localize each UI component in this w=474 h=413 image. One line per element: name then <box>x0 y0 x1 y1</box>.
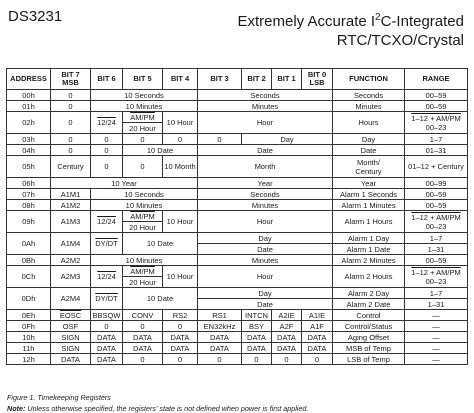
range-cell: 1–7 <box>405 288 468 299</box>
function-cell: Alarm 1 Date <box>333 244 405 255</box>
table-cell: Hour <box>198 112 333 134</box>
function-cell: Control/Status <box>333 321 405 332</box>
table-cell: 0 <box>272 354 302 365</box>
table-cell: DATA <box>91 343 123 354</box>
table-cell: RS1 <box>198 310 242 321</box>
footnote-label: Note: <box>7 404 26 413</box>
range-cell: 1–7 <box>405 134 468 145</box>
table-cell: INTCN <box>242 310 272 321</box>
table-cell: 10 Hour <box>163 266 198 288</box>
function-cell: Seconds <box>333 90 405 101</box>
table-cell: Month <box>198 156 333 178</box>
table-cell: Day <box>242 134 333 145</box>
table-cell: A2F <box>272 321 302 332</box>
table-cell: A1M4 <box>51 233 91 255</box>
table-cell: 0 <box>123 354 163 365</box>
table-cell: DATA <box>302 343 333 354</box>
table-cell: 0 <box>242 354 272 365</box>
table-cell: SIGN <box>51 332 91 343</box>
address-cell: 07h <box>7 189 51 200</box>
function-cell: MSB of Temp <box>333 343 405 354</box>
function-cell: Year <box>333 178 405 189</box>
table-cell: 12/24 <box>91 211 123 233</box>
table-cell: DATA <box>163 343 198 354</box>
table-cell: Hour <box>198 211 333 233</box>
table-cell: Year <box>198 178 333 189</box>
function-cell <box>333 156 405 178</box>
table-cell: Date <box>198 145 333 156</box>
table-cell: 0 <box>91 156 123 178</box>
table-cell: DATA <box>123 332 163 343</box>
column-header: BIT 2 <box>242 69 272 90</box>
table-cell: 0 <box>51 134 91 145</box>
table-row <box>7 134 468 145</box>
table-cell: SIGN <box>51 343 91 354</box>
table-cell: Day <box>198 288 333 299</box>
table-row <box>7 112 468 123</box>
address-cell: 0Bh <box>7 255 51 266</box>
table-cell: 10 Minutes <box>91 200 198 211</box>
function-cell: Alarm 1 Minutes <box>333 200 405 211</box>
table-cell: CONV <box>123 310 163 321</box>
address-cell: 12h <box>7 354 51 365</box>
range-line: 00–23 <box>425 221 447 231</box>
table-row <box>7 354 468 365</box>
function-line: Month/ <box>357 157 380 167</box>
table-cell: DATA <box>242 332 272 343</box>
function-line: Century <box>355 166 382 176</box>
address-cell: 03h <box>7 134 51 145</box>
range-line: 1–12 + AM/PM <box>411 113 461 123</box>
table-cell: A1M2 <box>51 200 91 211</box>
table-cell: A1M1 <box>51 189 91 200</box>
range-line: 1–12 + AM/PM <box>411 212 461 222</box>
column-header: BIT 5 <box>123 69 163 90</box>
address-cell: 00h <box>7 90 51 101</box>
table-cell: Hour <box>198 266 333 288</box>
address-cell: 05h <box>7 156 51 178</box>
function-cell: Minutes <box>333 101 405 112</box>
address-cell: 0Fh <box>7 321 51 332</box>
table-cell: A2M2 <box>51 255 91 266</box>
table-row <box>7 211 468 222</box>
column-header: BIT 4 <box>163 69 198 90</box>
column-header: BIT 6 <box>91 69 123 90</box>
range-cell <box>405 112 468 134</box>
table-cell: A2M3 <box>51 266 91 288</box>
part-number: DS3231 <box>8 8 63 25</box>
function-cell: Date <box>333 145 405 156</box>
address-cell: 01h <box>7 101 51 112</box>
table-cell: 0 <box>163 321 198 332</box>
table-cell: DATA <box>163 332 198 343</box>
range-line: 00–23 <box>425 122 447 132</box>
table-cell: AM/PM <box>123 266 163 277</box>
table-row <box>7 233 468 244</box>
table-cell: 10 Seconds <box>91 90 198 101</box>
range-cell: 00–99 <box>405 178 468 189</box>
title-line-1-post: C-Integrated <box>380 13 464 30</box>
function-cell: Alarm 2 Hours <box>333 266 405 288</box>
table-cell: 0 <box>123 156 163 178</box>
table-cell: OSF <box>51 321 91 332</box>
table-cell: EN32kHz <box>198 321 242 332</box>
function-cell: Alarm 1 Day <box>333 233 405 244</box>
table-cell: 0 <box>91 321 123 332</box>
column-header: BIT 3 <box>198 69 242 90</box>
table-cell: DATA <box>51 354 91 365</box>
table-cell: 10 Minutes <box>91 255 198 266</box>
table-cell: 10 Hour <box>163 211 198 233</box>
table-cell: Day <box>198 233 333 244</box>
column-header: RANGE <box>405 69 468 90</box>
table-row <box>7 288 468 299</box>
table-cell: DATA <box>123 343 163 354</box>
table-cell: 10 Date <box>123 288 198 310</box>
table-cell: DY/DT <box>91 288 123 310</box>
table-cell: 0 <box>91 145 123 156</box>
table-cell: DATA <box>242 343 272 354</box>
range-cell: — <box>405 332 468 343</box>
table-cell: 10 Month <box>163 156 198 178</box>
range-line: 00–23 <box>425 276 447 286</box>
range-cell: 00–59 <box>405 200 468 211</box>
address-cell: 06h <box>7 178 51 189</box>
document-title <box>237 8 464 50</box>
table-cell: 12/24 <box>91 112 123 134</box>
table-cell: 0 <box>198 354 242 365</box>
range-cell <box>405 266 468 288</box>
table-cell: 0 <box>51 90 91 101</box>
range-cell: 00–59 <box>405 101 468 112</box>
table-cell: Century <box>51 156 91 178</box>
table-row <box>7 156 468 178</box>
address-cell: 02h <box>7 112 51 134</box>
range-cell <box>405 211 468 233</box>
table-row <box>7 145 468 156</box>
table-header-row <box>7 69 468 90</box>
range-cell: 01–31 <box>405 145 468 156</box>
address-cell: 04h <box>7 145 51 156</box>
table-row <box>7 189 468 200</box>
table-cell: DATA <box>91 354 123 365</box>
table-cell: 10 Year <box>51 178 198 189</box>
table-row <box>7 101 468 112</box>
table-cell: 20 Hour <box>123 222 163 233</box>
table-cell: A2IE <box>272 310 302 321</box>
table-row <box>7 266 468 277</box>
table-cell: DATA <box>272 332 302 343</box>
address-cell: 0Ah <box>7 233 51 255</box>
table-cell: 10 Seconds <box>91 189 198 200</box>
table-cell: RS2 <box>163 310 198 321</box>
function-cell: Alarm 2 Date <box>333 299 405 310</box>
table-cell: DY/DT <box>91 233 123 255</box>
table-cell: Minutes <box>198 255 333 266</box>
column-header: ADDRESS <box>7 69 51 90</box>
table-row <box>7 310 468 321</box>
table-row <box>7 343 468 354</box>
table-row <box>7 200 468 211</box>
table-row <box>7 255 468 266</box>
range-cell: — <box>405 321 468 332</box>
table-cell: 0 <box>123 321 163 332</box>
timekeeping-registers-table <box>6 68 468 365</box>
table-cell: 20 Hour <box>123 123 163 134</box>
address-cell: 0Dh <box>7 288 51 310</box>
table-cell: 0 <box>51 145 91 156</box>
table-cell: DATA <box>91 332 123 343</box>
table-cell: DATA <box>302 332 333 343</box>
range-cell: 00–59 <box>405 90 468 101</box>
table-cell: 0 <box>123 134 163 145</box>
range-cell: — <box>405 354 468 365</box>
table-cell: 10 Hour <box>163 112 198 134</box>
column-header: BIT 1 <box>272 69 302 90</box>
function-cell: Alarm 1 Hours <box>333 211 405 233</box>
table-cell: Date <box>198 244 333 255</box>
table-cell: DATA <box>198 332 242 343</box>
footnote-text: Unless otherwise specified, the registers' state is not defined when power is first applied. <box>25 404 309 413</box>
address-cell: 08h <box>7 200 51 211</box>
table-cell: 0 <box>91 134 123 145</box>
address-cell: 11h <box>7 343 51 354</box>
table-cell: Minutes <box>198 200 333 211</box>
table-cell: AM/PM <box>123 112 163 123</box>
table-cell: AM/PM <box>123 211 163 222</box>
range-cell: — <box>405 343 468 354</box>
table-cell: Seconds <box>198 189 333 200</box>
column-header: BIT 7 MSB <box>51 69 91 90</box>
table-cell: 12/24 <box>91 266 123 288</box>
table-row <box>7 332 468 343</box>
table-cell: 0 <box>51 101 91 112</box>
table-row <box>7 90 468 101</box>
table-cell: 20 Hour <box>123 277 163 288</box>
range-cell: — <box>405 310 468 321</box>
range-cell: 01–12 + Century <box>405 156 468 178</box>
table-row <box>7 178 468 189</box>
figure-caption: Figure 1. Timekeeping Registers <box>7 393 111 402</box>
table-cell: Date <box>198 299 333 310</box>
table-cell: DATA <box>198 343 242 354</box>
table-cell: 0 <box>163 354 198 365</box>
function-cell: Alarm 1 Seconds <box>333 189 405 200</box>
function-cell: Hours <box>333 112 405 134</box>
title-line-2: RTC/TCXO/Crystal <box>336 32 464 49</box>
range-cell: 00–59 <box>405 189 468 200</box>
range-cell: 1–31 <box>405 244 468 255</box>
function-cell: LSB of Temp <box>333 354 405 365</box>
function-cell: Alarm 2 Day <box>333 288 405 299</box>
table-cell: EOSC <box>51 310 91 321</box>
table-row <box>7 321 468 332</box>
title-line-1-pre: Extremely Accurate I <box>237 13 376 30</box>
table-cell: 0 <box>51 112 91 134</box>
table-cell: 0 <box>163 134 198 145</box>
function-cell: Alarm 2 Minutes <box>333 255 405 266</box>
column-header: BIT 0 LSB <box>302 69 333 90</box>
table-cell: A2M4 <box>51 288 91 310</box>
table-cell: 10 Date <box>123 233 198 255</box>
table-cell: A1M3 <box>51 211 91 233</box>
table-cell: Seconds <box>198 90 333 101</box>
range-cell: 1–31 <box>405 299 468 310</box>
range-cell: 00–59 <box>405 255 468 266</box>
table-cell: 10 Date <box>123 145 198 156</box>
title-line-1-sup: 2 <box>375 12 381 23</box>
table-cell: A1F <box>302 321 333 332</box>
footnote <box>7 404 308 413</box>
title-line-1 <box>237 8 464 31</box>
table-cell: 0 <box>302 354 333 365</box>
range-cell: 1–7 <box>405 233 468 244</box>
table-cell: 10 Minutes <box>91 101 198 112</box>
table-cell: Minutes <box>198 101 333 112</box>
table-cell: BSY <box>242 321 272 332</box>
address-cell: 0Ch <box>7 266 51 288</box>
address-cell: 10h <box>7 332 51 343</box>
function-cell: Control <box>333 310 405 321</box>
column-header: FUNCTION <box>333 69 405 90</box>
table-cell: 0 <box>198 134 242 145</box>
address-cell: 09h <box>7 211 51 233</box>
function-cell: Aging Offset <box>333 332 405 343</box>
function-cell: Day <box>333 134 405 145</box>
range-line: 1–12 + AM/PM <box>411 267 461 277</box>
table-cell: BBSQW <box>91 310 123 321</box>
table-cell: DATA <box>272 343 302 354</box>
address-cell: 0Eh <box>7 310 51 321</box>
table-cell: A1IE <box>302 310 333 321</box>
